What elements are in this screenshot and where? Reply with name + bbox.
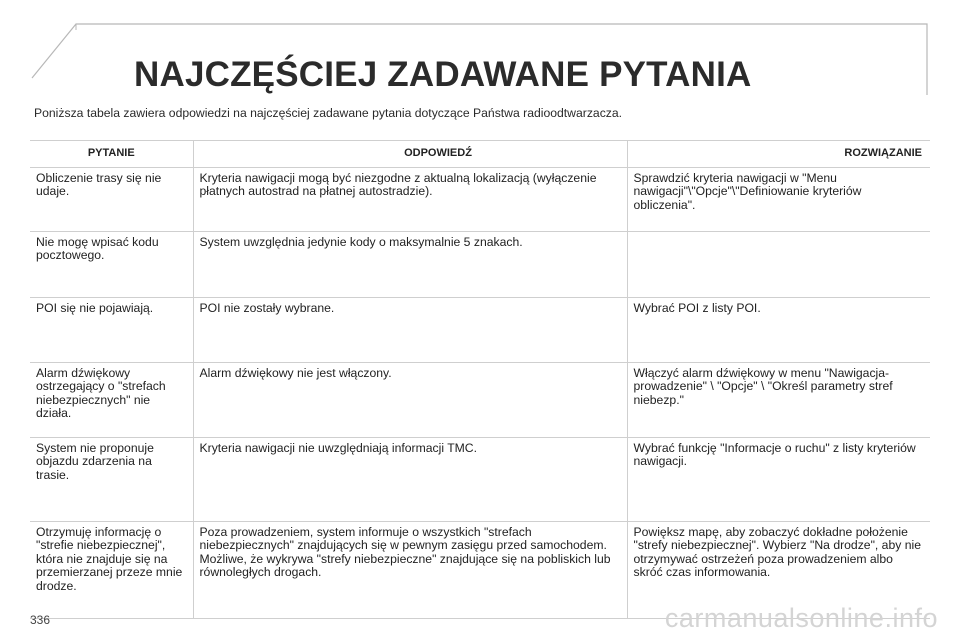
question-cell: POI się nie pojawiają. — [30, 298, 193, 363]
faq-table — [30, 140, 930, 619]
intro-text: Poniższa tabela zawiera odpowiedzi na najczęściej zadawane pytania dotyczące Państwa radioodtwarzacza. — [34, 106, 623, 120]
question-cell: Alarm dźwiękowy ostrzegający o "strefach niebezpiecznych" nie działa. — [30, 363, 193, 438]
solution-cell: Wybrać POI z listy POI. — [627, 298, 930, 363]
table-row — [30, 168, 930, 232]
question-cell: Nie mogę wpisać kodu pocztowego. — [30, 232, 193, 298]
question-cell: Otrzymuję informację o "strefie niebezpiecznej", która nie znajduje się na przemierzanej przeze mnie drodze. — [30, 522, 193, 619]
answer-cell: Kryteria nawigacji nie uwzględniają informacji TMC. — [193, 438, 627, 522]
column-header-answer: ODPOWIEDŹ — [193, 141, 627, 168]
solution-cell: Wybrać funkcję "Informacje o ruchu" z listy kryteriów nawigacji. — [627, 438, 930, 522]
watermark: carmanualsonline.info — [664, 603, 938, 633]
question-cell: System nie proponuje objazdu zdarzenia na trasie. — [30, 438, 193, 522]
table-row — [30, 298, 930, 363]
answer-cell: POI nie zostały wybrane. — [193, 298, 627, 363]
page-title: NAJCZĘŚCIEJ ZADAWANE PYTANIA — [134, 55, 752, 94]
answer-cell: Poza prowadzeniem, system informuje o wszystkich "strefach niebezpiecznych" znajdujących się w pewnym zasięgu przed samochodem. Możliwe, że wykrywa "strefy niebezpieczne" znajdujące się na pobliskich lub równoległych drogach. — [193, 522, 627, 619]
page-number: 336 — [30, 613, 51, 627]
column-header-question: PYTANIE — [30, 141, 193, 168]
solution-cell: Powiększ mapę, aby zobaczyć dokładne położenie "strefy niebezpiecznej". Wybierz "Na drodze", aby nie otrzymywać ostrzeżeń poza prowadzeniem albo skróć czas informowania. — [627, 522, 930, 619]
solution-cell: Sprawdzić kryteria nawigacji w "Menu nawigacji"\"Opcje"\"Definiowanie kryteriów obliczenia". — [627, 168, 930, 232]
solution-cell: Włączyć alarm dźwiękowy w menu "Nawigacja-prowadzenie" \ "Opcje" \ "Określ parametry stref niebezp." — [627, 363, 930, 438]
column-header-solution: ROZWIĄZANIE — [627, 141, 930, 168]
solution-cell — [627, 232, 930, 298]
table-row — [30, 363, 930, 438]
table-row — [30, 438, 930, 522]
answer-cell: Alarm dźwiękowy nie jest włączony. — [193, 363, 627, 438]
question-cell: Obliczenie trasy się nie udaje. — [30, 168, 193, 232]
table-row — [30, 232, 930, 298]
table-header-row — [30, 141, 930, 168]
answer-cell: Kryteria nawigacji mogą być niezgodne z aktualną lokalizacją (wyłączenie płatnych autostrad na płatnej autostradzie). — [193, 168, 627, 232]
answer-cell: System uwzględnia jedynie kody o maksymalnie 5 znakach. — [193, 232, 627, 298]
